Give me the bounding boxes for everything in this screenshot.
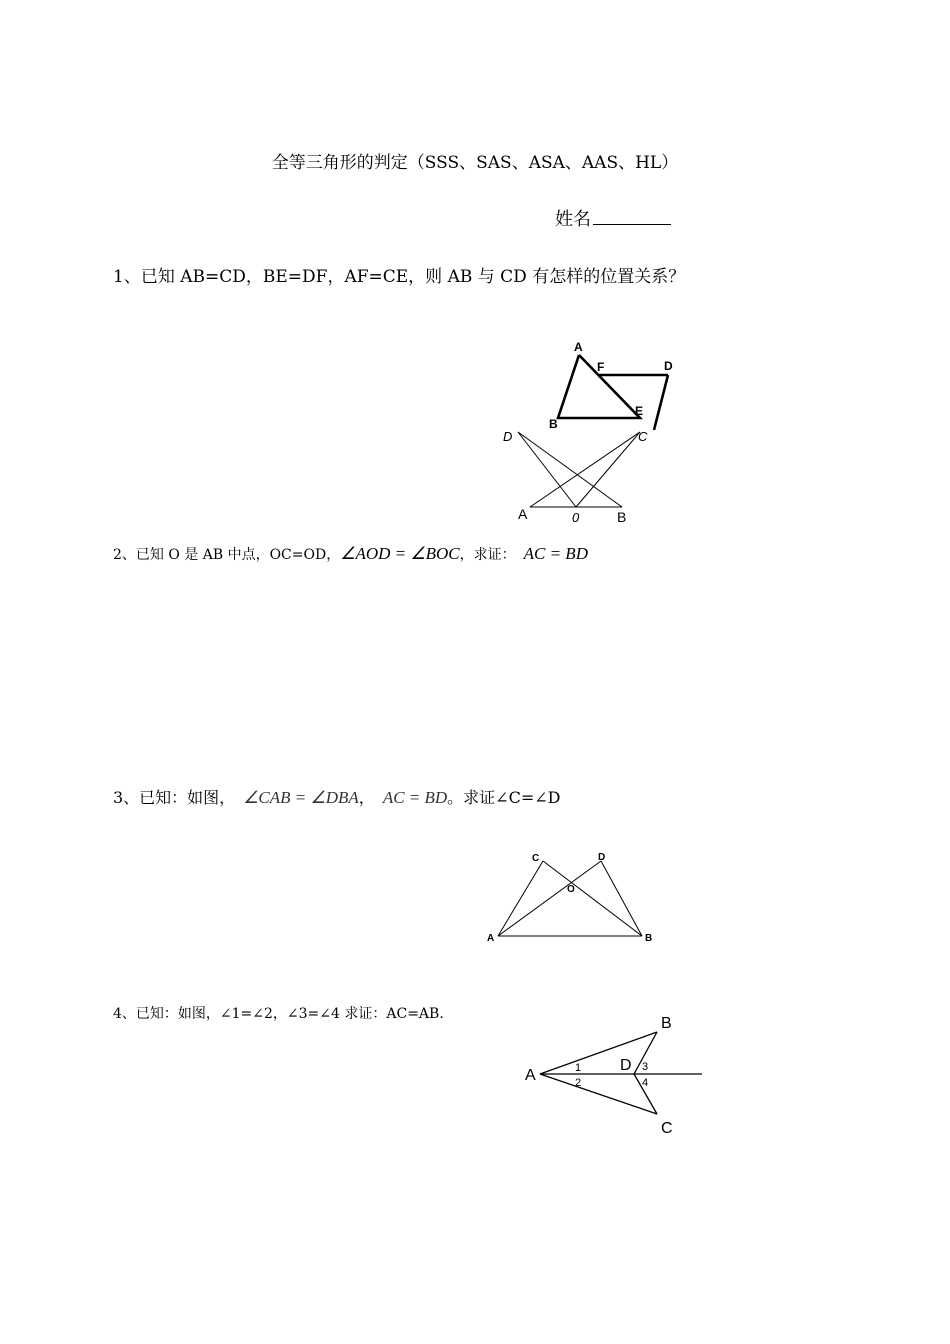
question-2-text: 2、已知 O 是 AB 中点，OC=OD， <box>113 547 341 563</box>
page-title: 全等三角形的判定（SSS、SAS、ASA、AAS、HL） <box>271 153 679 173</box>
figure-q2-label-a: A <box>518 506 528 522</box>
student-name-line <box>555 205 671 231</box>
figure-q3-segment-db <box>601 861 642 936</box>
question-1-text: 1、已知 AB=CD，BE=DF，AF=CE，则 AB 与 CD 有怎样的位置关系？ <box>113 267 686 287</box>
question-2 <box>113 544 588 564</box>
figure-q4-label-4: 4 <box>642 1077 649 1089</box>
figure-q1-label-a: A <box>574 340 583 354</box>
figure-q2-segment-da <box>518 432 622 507</box>
figure-q2 <box>498 424 648 526</box>
figure-q1-label-d: D <box>664 359 673 373</box>
question-3-sep: ， <box>358 788 375 807</box>
figure-q2-label-c: C <box>638 429 648 444</box>
figure-q4-label-c: C <box>661 1120 673 1137</box>
figure-q1-label-b: B <box>549 417 558 430</box>
question-3-prove-text: 。求证∠C=∠D <box>447 788 561 807</box>
question-2-prove-label: ，求证： <box>459 547 516 563</box>
figure-q4-label-b: B <box>661 1015 672 1032</box>
figure-q4-segment-ab <box>540 1032 657 1074</box>
name-blank[interactable] <box>593 206 671 225</box>
figure-q3-segment-ac <box>498 861 543 936</box>
name-label: 姓名 <box>555 209 591 230</box>
figure-q3-label-c: C <box>532 853 540 864</box>
figure-q3-segment-cb <box>543 861 642 936</box>
question-2-formula-angle: ∠AOD = ∠BOC <box>340 544 460 563</box>
figure-q4-label-1: 1 <box>575 1062 582 1074</box>
figure-q3 <box>484 846 659 946</box>
question-3-formula-angle: ∠CAB = ∠DBA <box>243 788 359 807</box>
question-3-text: 3、已知：如图， <box>113 788 236 807</box>
figure-q3-segment-ad <box>498 861 601 936</box>
figure-q3-label-a: A <box>487 933 495 944</box>
figure-q3-label-d: D <box>598 852 606 863</box>
figure-q2-label-d: D <box>503 429 513 444</box>
figure-q4-label-a: A <box>525 1067 536 1084</box>
figure-q4-segment-ac <box>540 1074 657 1114</box>
figure-q4-label-2: 2 <box>575 1077 582 1089</box>
figure-q1-segment-dc <box>654 375 668 430</box>
question-3 <box>113 785 560 808</box>
figure-q4-label-3: 3 <box>642 1061 649 1073</box>
figure-q4 <box>520 1010 710 1140</box>
figure-q1 <box>540 335 690 430</box>
question-2-formula-sides: AC = BD <box>523 544 588 563</box>
figure-q3-label-o: O <box>567 884 575 895</box>
question-3-formula-sides: AC = BD <box>382 788 448 807</box>
figure-q1-label-e: E <box>635 404 644 418</box>
figure-q3-label-b: B <box>645 933 653 944</box>
figure-q1-label-f: F <box>597 360 605 374</box>
figure-q2-label-b: B <box>617 509 627 525</box>
figure-q2-label-o: 0 <box>572 510 580 525</box>
question-4-text: 4、已知：如图，∠1=∠2，∠3=∠4 求证：AC=AB. <box>113 1006 444 1022</box>
figure-q4-label-d: D <box>620 1057 632 1074</box>
